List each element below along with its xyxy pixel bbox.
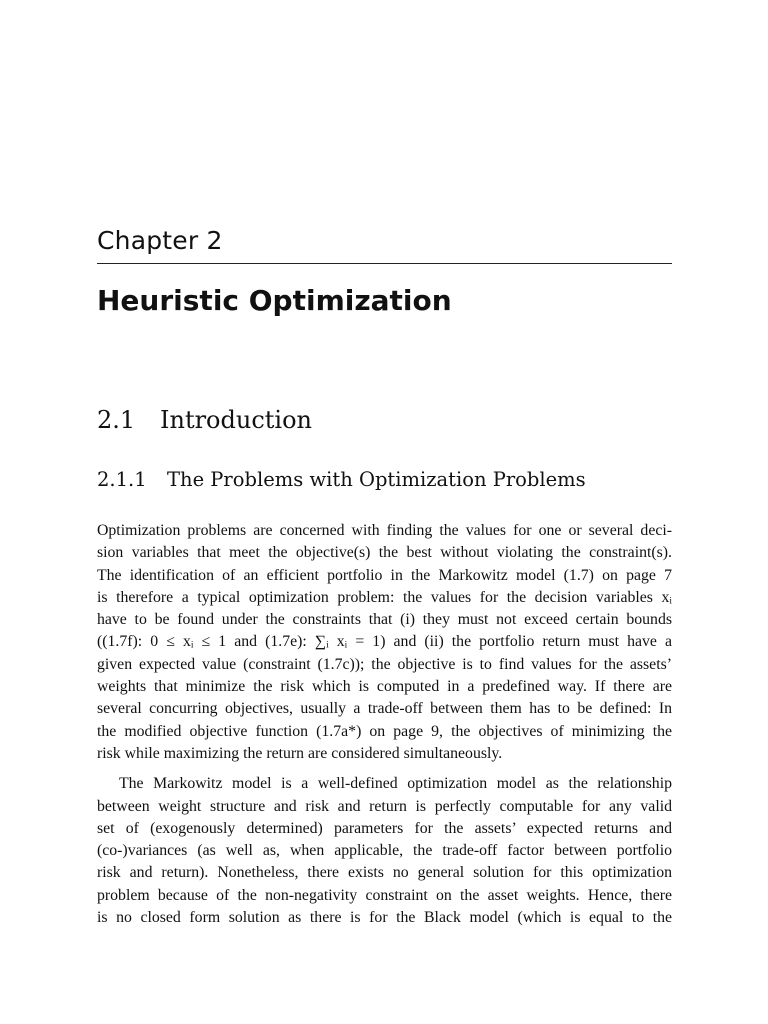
section-title: Introduction [160,406,312,434]
subsection-title: The Problems with Optimization Problems [167,468,586,491]
subsection-number: 2.1.1 [97,468,147,491]
text-line: (co-)variances (as well as, when applicable, the trade-off factor between portfolio [97,842,672,860]
text-line: given expected value (constraint (1.7c)); the objective is to find values for the assets’ [97,655,672,673]
text-line: problem because of the non-negativity constraint on the asset weights. Hence, there [97,886,672,904]
paragraph-2 [97,773,672,929]
section-heading [97,406,312,434]
text-line: have to be found under the constraints that (i) they must not exceed certain bounds [97,611,672,629]
text-line: is therefore a typical optimization problem: the values for the decision variables xᵢ [97,588,672,606]
text-line: between weight structure and risk and return is perfectly computable for any valid [97,797,672,815]
text-line: several concurring objectives, usually a trade-off between them has to be defined: In [97,700,672,718]
text-line: The identification of an efficient portfolio in the Markowitz model (1.7) on page 7 [97,566,672,584]
text-line: weights that minimize the risk which is computed in a predefined way. If there are [97,678,672,696]
text-line: set of (exogenously determined) parameters for the assets’ expected returns and [97,819,672,837]
text-line: the modified objective function (1.7a*) on page 9, the objectives of minimizing the [97,722,672,740]
text-line: Optimization problems are concerned with finding the values for one or several deci- [97,522,672,539]
chapter-label: Chapter 2 [97,226,223,255]
chapter-title: Heuristic Optimization [97,284,452,317]
chapter-rule [97,263,672,264]
subsection-heading [97,468,586,491]
paragraph-1 [97,520,672,765]
text-line: risk and return). Nonetheless, there exists no general solution for this optimization [97,864,672,882]
section-number: 2.1 [97,406,136,434]
text-line: sion variables that meet the objective(s) the best without violating the constraint(s). [97,544,672,562]
body-text [97,520,672,929]
text-line: The Markowitz model is a well-defined optimization model as the relationship [119,775,672,793]
text-line: ((1.7f): 0 ≤ xᵢ ≤ 1 and (1.7e): ∑ᵢ xᵢ = 1) and (ii) the portfolio return must have a [97,633,672,651]
text-line: is no closed form solution as there is for the Black model (which is equal to the [97,909,672,927]
text-line: risk while maximizing the return are considered simultaneously. [97,744,503,762]
